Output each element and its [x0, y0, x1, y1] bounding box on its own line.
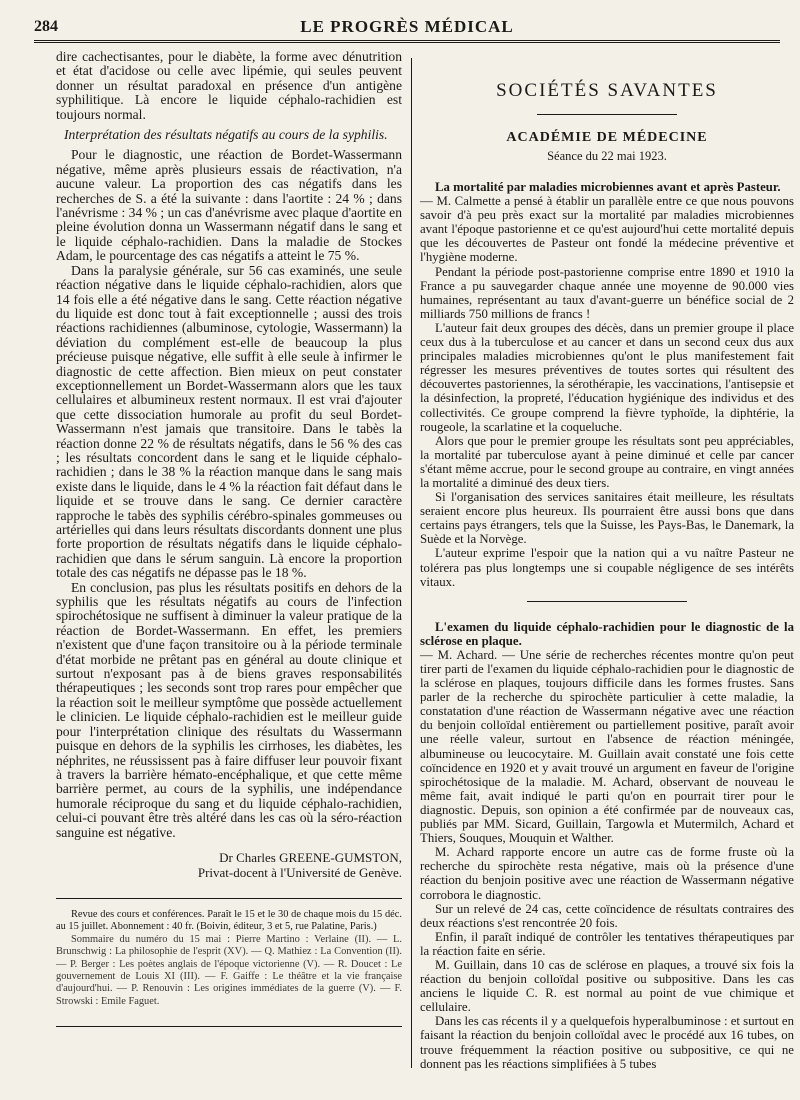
header-rule	[34, 40, 780, 43]
paragraph-continuation: dire cachectisantes, pour le diabète, la forme avec dénutrition et état d'acidose ou celle avec lipémie, qui seules peuvent donner un résultat paradoxal en présence d'un antigène syphilitique. Là encore le liquide céphalo-rachidien est toujours normal.	[56, 49, 402, 122]
left-column	[56, 50, 402, 1027]
article-paragraph: M. Guillain, dans 10 cas de sclérose en plaques, a trouvé six fois la réaction du benjoin colloïdal positive ou subpositive. Dans les cas anciens le liquide C. R. est normal au point de vue chimique et cellulaire.	[420, 957, 794, 1015]
review-summary: Sommaire du numéro du 15 mai : Pierre Martino : Verlaine (II). — L. Brunschwig : La philosophie de l'esprit (XV). — Q. Mathiez : La Convention (II). — P. Berger : Les poètes anglais de l'époque victorienne (V). — R. Doucet : Le gouvernement de Louis XI (III). — F. Gaiffe : Le théâtre et la vie française d'aujourd'hui. — P. Renouvin : Les origines immédiates de la guerre (V). — F. Strowski : Emile Faguet.	[56, 933, 402, 1007]
paragraph-diagnostic: Pour le diagnostic, une réaction de Bordet-Wassermann négative, même après plusieurs essais de réactivation, n'a aucune valeur. La proportion des cas négatifs dans les recherches de S. a été la suivante : dans l'aortite : 24 % ; dans l'anévrisme : 34 % ; un cas d'anévrisme avec plaque d'aortite en pleine évolution donna un Wassermann négatif dans le sang et le liquide céphalo-rachidien. Dans la maladie de Stockes Adam, le pourcentage des cas négatifs a atteint le 75 %.	[56, 147, 402, 264]
article-paragraph: Si l'organisation des services sanitaires était meilleure, les résultats seraient encore plus heureux. Ils pourraient être aussi bons que dans certains pays étrangers, tels que la Suisse, les Pays-Bas, le Danemark, la Suède et la Norvège.	[420, 490, 794, 547]
article-paragraph: Enfin, il paraît indiqué de contrôler les tentatives thérapeutiques par la réaction faite en série.	[420, 929, 794, 958]
column-divider	[411, 58, 412, 1068]
article-paragraph: L'auteur fait deux groupes des décès, dans un premier groupe il place ceux dus à la tuberculose et au cancer et dans un second ceux dus aux principales maladies microbiennes qu'ont le plus manifestement fait régresser les mesures préventives de toutes sortes qui résultent des découvertes pastoriennes, la sérothérapie, les vaccinations, l'antisepsie et la désinfection, la propreté, l'éducation hygiénique des individus et des collectivités. Ce groupe comprend la fièvre typhoïde, la diphtérie, la rougeole, la scarlatine et la coqueluche.	[420, 320, 794, 434]
academy-heading: ACADÉMIE DE MÉDECINE	[506, 130, 708, 145]
article-paragraph: M. Achard rapporte encore un autre cas de forme fruste où la recherche du spirochète resta négative, mais où la présence d'une réaction du benjoin positive avec une réaction de Wassermann négative corrobora le diagnostic.	[420, 845, 794, 902]
article-title-sclerose: L'examen du liquide céphalo-rachidien pour le diagnostic de la sclérose en plaque.	[420, 619, 794, 648]
article-paragraph: Sur un relevé de 24 cas, cette coïncidence de résultats contraires des deux réactions s'est rencontrée 20 fois.	[420, 901, 794, 930]
section-subheading: Interprétation des résultats négatifs au cours de la syphilis.	[64, 127, 388, 143]
article-paragraph: Pendant la période post-pastorienne comprise entre 1890 et 1910 la France a pu sauvegarder chaque année une moyenne de 90.000 vies humaines, représentant au taux d'avant-guerre un bénéfice social de 2 milliards 750 millions de francs !	[420, 264, 794, 321]
paragraph-conclusion: En conclusion, pas plus les résultats positifs en dehors de la syphilis que les résultats négatifs au cours de l'infection spirochétosique ne suffisent à diminuer la valeur pratique de la réaction de Bordet-Wassermann. En effet, les premiers n'existent que d'une façon transitoire ou à la période terminale d'état morbide ne prêtant pas en général au doute clinique et surtout n'exposant pas à de biens graves responsabilités thérapeutiques ; les seconds sont trop rares pour empêcher que la réaction soit le meilleur symptôme que possède actuellement le clinicien. Le liquide céphalo-rachidien est le meilleur guide pour l'interprétation clinique des résultats du Wassermann puisque en dehors de la syphilis les cirrhoses, les diabètes, les néphrites, ne réussissent pas à faire diffuser leur pouvoir fixant à travers la barrière hémato-encéphalique, et que cette même barrière permet, au cours de la syphilis, une indépendance humorale réciproque du sang et du liquide céphalo-rachidien, celui-ci pouvant être très altéré dans les cas où la séro-réaction sanguine est négative.	[56, 579, 402, 840]
bottom-rule	[56, 1026, 402, 1027]
section-title: SOCIÉTÉS SAVANTES	[496, 80, 718, 101]
article-paragraph: L'auteur exprime l'espoir que la nation qui a vu naître Pasteur ne tolérera pas plus longtemps une si coupable négligence de ses intérêts vitaux.	[420, 546, 794, 589]
review-rule	[56, 898, 402, 899]
author-signature	[56, 850, 402, 880]
section-rule	[537, 114, 677, 115]
journal-title: LE PROGRÈS MÉDICAL	[300, 17, 514, 36]
seance-date: Séance du 22 mai 1923.	[547, 149, 667, 163]
article-paragraph: Dans les cas récents il y a quelquefois hyperalbuminose : et surtout en faisant la réaction du benjoin colloïdal avec le procédé aux 16 tubes, on trouve fréquemment la réaction positive ou subpositive, ce qui ne donnent pas les réactions simplifiées à 5 tubes	[420, 1014, 794, 1071]
page-header	[34, 14, 780, 42]
article-title-mortalite: La mortalité par maladies microbiennes avant et après Pasteur.	[435, 180, 781, 194]
article-paragraph: — M. Achard. — Une série de recherches récentes montre qu'on peut tirer parti de l'examen du liquide céphalo-rachidien pour le diagnostic de la sclérose en plaques, toujours difficile dans les formes frustes. Sans parler de la recherche du spirochète particulier à cette maladie, la constatation d'une réaction de Wassermann négative avec une réaction du benjoin colloïdal entièrement ou partiellement positive, paraît avoir une réelle valeur, surtout en l'absence de réaction méningée, albumineuse ou leucocytaire. M. Guillain avait constaté une fois cette coïncidence en 1920 et y avait trouvé un argument en faveur de l'origine spirochétosique de la maladie. M. Achard, observant de nouveau le même fait, avait indiqué le parti qu'on en pourrait tirer pour le diagnostic. Depuis, son opinion a été confirmée par de nouveaux cas, publiés par MM. Sicard, Guillain, Targowla et Mutermilch, Achard et Thiers, Souques, Mouquin et Walther.	[420, 647, 794, 846]
article-paragraph: Alors que pour le premier groupe les résultats sont peu appréciables, la mortalité par tuberculose ayant à peine diminué et celle par cancer s'étant même accrue, pour le second groupe au contraire, en vingt années la mortalité a diminué des deux tiers.	[420, 433, 794, 490]
right-column	[420, 50, 794, 1071]
article-paragraph: — M. Calmette a pensé à établir un parallèle entre ce que nous pouvons savoir d'à peu près exact sur la mortalité par maladies microbiennes avant l'époque pastorienne et ce qu'est aujourd'hui cette mortalité depuis que les découvertes de Pasteur ont fondé la médecine préventive et l'hygiène moderne.	[420, 194, 794, 265]
page-number: 284	[34, 18, 58, 35]
paragraph-paralysie: Dans la paralysie générale, sur 56 cas examinés, une seule réaction négative dans le liquide céphalo-rachidien, alors que 14 fois elle a été négative dans le sang. Cette réaction négative du liquide est donc tout à fait exceptionnelle ; aussi des trois réactions rachidiennes (albuminose, cytologie, Wassermann) la déviation du complément est-elle de beaucoup la plus précieuse puisque négative, elle suffit à elle seule à infirmer le diagnostic de cette affection. Bien mieux on peut constater exceptionnellement un Bordet-Wassermann alors que les taux cellulaires et albumineux restent normaux. Il est vrai d'ajouter que cette dissociation humorale au profit du seul Bordet-Wassermann n'est jamais que transitoire. Dans le tabès la réaction donne 22 % de résultats négatifs, dans le 56 % des cas ; les résultats concordent dans le sang et le liquide céphalo-rachidien ; dans le 38 % la réaction manque dans le sang mais existe dans le liquide, dans le 4 % la réaction fait défaut dans le liquide et se trouve dans le sang. Ce dernier caractère rapproche le tabès des syphilis cérébro-spinales gommeuses ou artérielles qui dans leurs résultats discordants donnent une plus forte proportion de résultats négatifs dans le liquide céphalo-rachidien que dans le sérum sanguin. Là encore la proportion totale des cas négatifs ne dépasse pas le 18 %.	[56, 262, 402, 581]
author-affiliation: Privat-docent à l'Université de Genève.	[197, 864, 402, 880]
review-title: Revue des cours et conférences. Paraît le 15 et le 30 de chaque mois du 15 déc. au 15 juillet. Abonnement : 40 fr. (Boivin, éditeur, 3 et 5, rue Palatine, Paris.)	[56, 908, 402, 933]
author-name: Dr Charles GREENE-GUMSTON,	[219, 849, 402, 865]
review-notice	[56, 909, 402, 1008]
